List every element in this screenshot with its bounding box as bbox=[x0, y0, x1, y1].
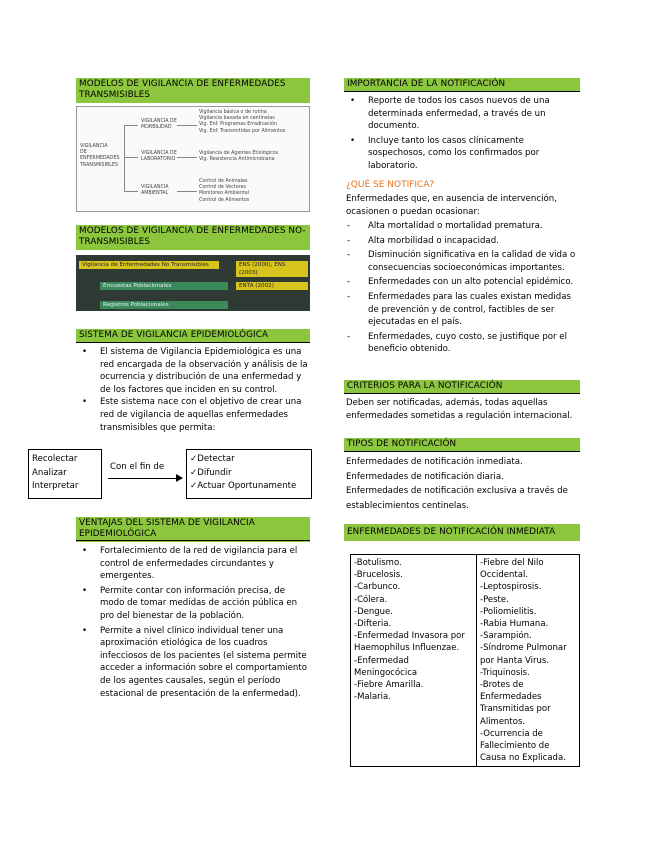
section-title-ventajas: VENTAJAS DEL SISTEMA DE VIGILANCIA EPIDEMIOLÓGICA bbox=[76, 517, 310, 542]
list-item: • Permite a nivel clínico individual tener una aproximación etiológica de los cuadros infecciosos de los pacientes (el sistema permite acceder a información sobre el comportamiento de los agentes causales, según el período estacional de presentación de la enfermedad). bbox=[76, 625, 310, 701]
notifica-intro: Enfermedades que, en ausencia de intervención, ocasionen o puedan ocasionar: bbox=[346, 194, 557, 217]
list-item: - Alta morbilidad o incapacidad. bbox=[344, 235, 580, 248]
list-item: - Disminución significativa en la calidad de vida o consecuencias socioeconómicas importantes. bbox=[344, 249, 580, 274]
list-item: Enfermedades de notificación diaria. bbox=[346, 471, 504, 482]
diagram-root-label: VIGILANCIA DE ENFERMEDADES TRANSMISIBLES bbox=[80, 144, 120, 168]
sistema-box-left: Recolectar Analizar Interpretar bbox=[28, 449, 102, 499]
list-item: - Enfermedades para las cuales existan medidas de prevención y de control, factibles de ser ejecutadas en el país. bbox=[344, 291, 580, 329]
diagram-nt-mid-tag: ENTA (2002) bbox=[236, 282, 308, 290]
importancia-bullets bbox=[344, 95, 580, 173]
diagram-nt-mid: Encuestas Poblacionales bbox=[100, 282, 228, 290]
question-heading: ¿QUÉ SE NOTIFICA? bbox=[346, 180, 435, 190]
list-item: • Permite contar con información precisa, de modo de tomar medidas de acción pública en pro del bienestar de la población. bbox=[76, 585, 310, 623]
diagram-branch-ambiental: VIGILANCIA AMBIENTAL bbox=[141, 185, 169, 197]
diagram-items-laboratorio: Vigilancia de Agentes Etiológicos Vig. Resistencia Antimicrobiana bbox=[199, 151, 279, 163]
diagram-trunk bbox=[124, 125, 125, 191]
list-item: Enfermedades de notificación inmediata. bbox=[346, 457, 523, 467]
list-item: Enfermedades de notificación exclusiva a través de establecimientos centinelas. bbox=[346, 486, 568, 511]
section-title-importancia: IMPORTANCIA DE LA NOTIFICACIÓN bbox=[344, 78, 580, 92]
criterios-text: Deben ser notificadas, además, todas aquellas enfermedades sometidas a regulación internacional. bbox=[346, 398, 573, 421]
list-item: - Enfermedades, cuyo costo, se justifique por el beneficio obtenido. bbox=[344, 331, 580, 356]
section-title-no-transmisibles: MODELOS DE VIGILANCIA DE ENFERMEDADES NO-TRANSMISIBLES bbox=[76, 225, 310, 250]
section-title-tipos: TIPOS DE NOTIFICACIÓN bbox=[344, 438, 580, 452]
diagram-no-transmisibles bbox=[76, 255, 310, 311]
diagram-nt-bottom: Registros Poblacionales bbox=[100, 301, 228, 309]
list-item: • Reporte de todos los casos nuevos de una determinada enfermedad, a través de un documento. bbox=[344, 95, 580, 133]
arrow-icon bbox=[108, 478, 182, 479]
section-title-inmediata: ENFERMEDADES DE NOTIFICACIÓN INMEDIATA bbox=[344, 524, 580, 541]
diagram-nt-top-tag: ENS (2000), ENS (2003) bbox=[236, 261, 308, 277]
diagram-transmisibles bbox=[76, 106, 310, 212]
section-title-criterios: CRITERIOS PARA LA NOTIFICACIÓN bbox=[344, 380, 580, 394]
list-item: • Fortalecimiento de la red de vigilancia para el control de enfermedades circundantes y emergentes. bbox=[76, 545, 310, 583]
list-item: - Alta mortalidad o mortalidad prematura. bbox=[344, 220, 580, 233]
ventajas-bullets bbox=[76, 545, 310, 700]
diagram-branch-laboratorio: VIGILANCIA DE LABORATORIO bbox=[141, 151, 177, 163]
sistema-box-right: ✓Detectar ✓Difundir ✓Actuar Oportunamente bbox=[186, 449, 312, 499]
diagram-branch-morbilidad: VIGILANCIA DE MORBILIDAD bbox=[141, 119, 177, 131]
section-title-transmisibles: MODELOS DE VIGILANCIA DE ENFERMEDADES TRANSMISIBLES bbox=[76, 78, 310, 103]
tipos-lines bbox=[346, 455, 582, 513]
sistema-bullets bbox=[76, 346, 310, 434]
table-col-2: -Fiebre del Nilo Occidental. -Leptospirosis. -Peste. -Poliomielitis. -Rabia Humana. -Sarampión. -Síndrome Pulmonar por Hanta Virus. -Triquinosis. -Brotes de Enfermedades Transmitidas por Alimentos. -Ocurrencia de Fallecimiento de Causa no Explicada. bbox=[477, 555, 580, 767]
list-item: • Incluye tanto los casos clínicamente sospechosos, como los confirmados por laboratorio. bbox=[344, 135, 580, 173]
list-item: • El sistema de Vigilancia Epidemiológica es una red encargada de la observación y análisis de la ocurrencia y distribución de una enfermedad y de los factores que inciden en su control. bbox=[76, 346, 310, 396]
inmediata-table bbox=[350, 554, 580, 767]
table-col-1: -Botulismo. -Brucelosis. -Carbunco. -Cólera. -Dengue. -Difteria. -Enfermedad Invasora por Haemophilus Influenzae. -Enfermedad Meningocócica -Fiebre Amarilla. -Malaria. bbox=[351, 555, 477, 767]
sistema-arrow-label: Con el fin de bbox=[110, 462, 165, 472]
notifica-list bbox=[344, 220, 580, 356]
diagram-items-morbilidad: Vigilancia básica o de rutina Vigilancia basada en centinelas Vig. Enf. Programas Erradicación Vig. Enf. Transmitidas por Alimentos bbox=[199, 110, 286, 134]
list-item: - Enfermedades con un alto potencial epidémico. bbox=[344, 276, 580, 289]
diagram-nt-top: Vigilancia de Enfermedades No Transmisibles bbox=[79, 261, 219, 269]
list-item: • Este sistema nace con el objetivo de crear una red de vigilancia de aquellas enfermedades transmisibles que permita: bbox=[76, 396, 310, 434]
section-title-sistema: SISTEMA DE VIGILANCIA EPIDEMIOLÓGICA bbox=[76, 329, 310, 343]
diagram-items-ambiental: Control de Animales Control de Vectores Monitoreo Ambiental Control de Alimentos bbox=[199, 179, 250, 203]
